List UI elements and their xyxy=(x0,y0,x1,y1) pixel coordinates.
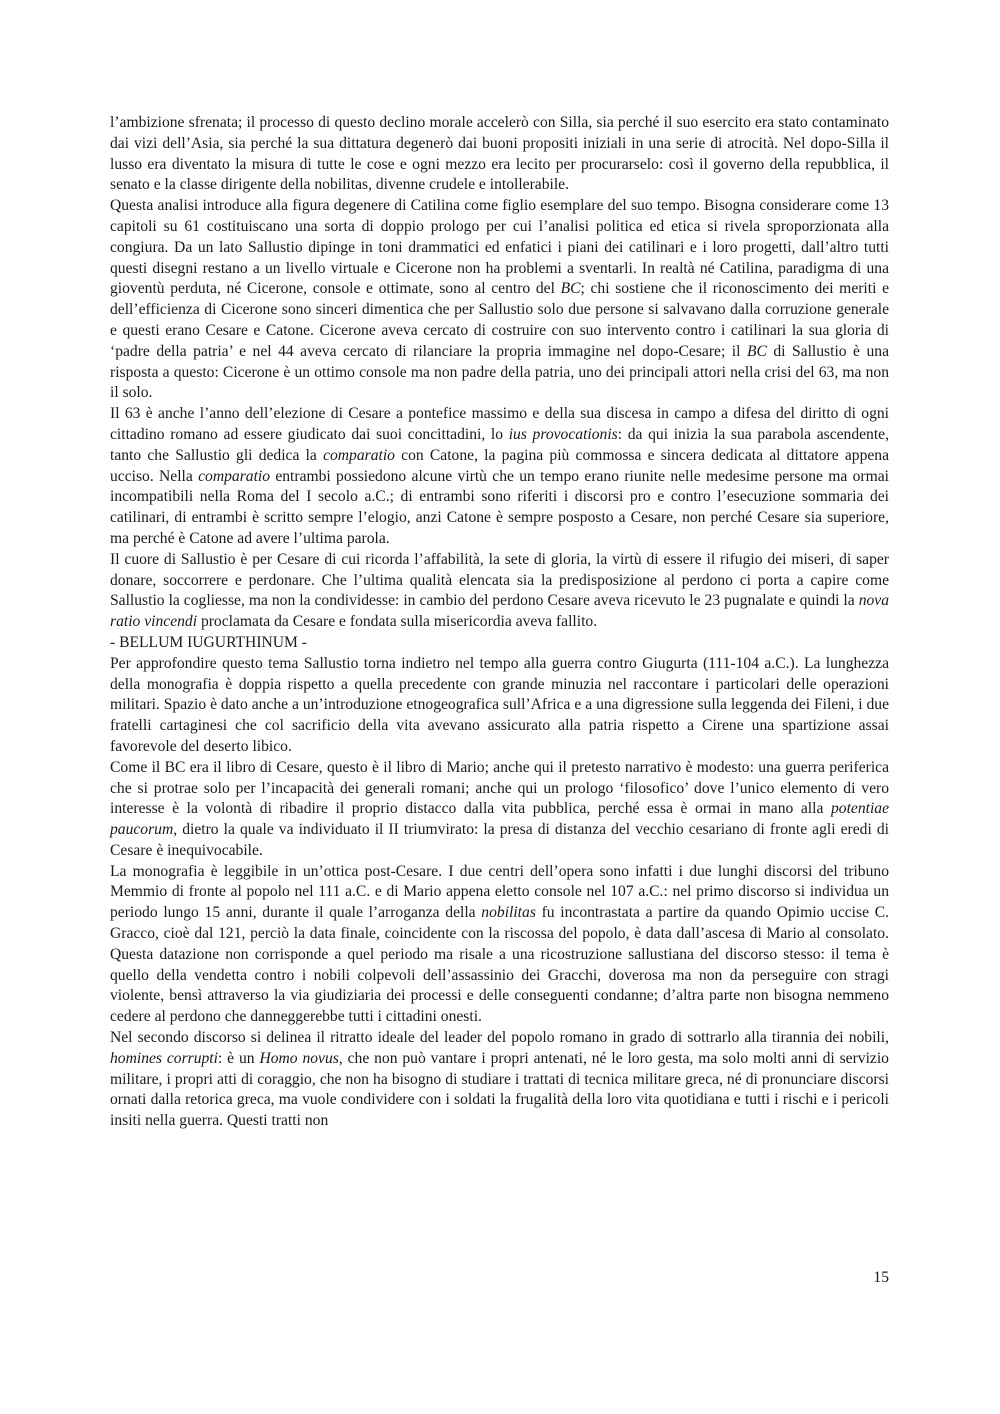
italic-term: BC xyxy=(746,342,767,360)
text-run: fu incontrastata a partire da quando Opimio uccise C. Gracco, cioè dal 121, perciò la data finale, coincidente con la riscossa del popolo, è data dall’ascesa di Mario al consolato. Questa datazione non corrisponde a quel periodo ma risale a una ricostruzione sallustiana del discorso stesso: il tema è quello della vendetta contro i nobili colpevoli dell’assassinio dei Gracchi, doverosa ma non da perseguire con stragi violente, bensì attraverso la via giudiziaria dei processi e delle conseguenti condanne; d’altra parte non bisogna nemmeno cedere al perdono che danneggerebbe tutti i cittadini onesti. xyxy=(110,904,890,1026)
text-run: Questa analisi introduce alla figura degenere di Catilina come figlio esemplare del suo tempo. Bisogna considerare come 13 capitoli su 61 costituiscano una sorta di doppio prologo per cui l’analisi politica ed etica si rivela sproporzionata alla congiura. Da un lato Sallustio dipinge in toni drammatici ed enfatici i piani dei catilinari e i loro progetti, dall’altro tutti questi disegni restano a un livello virtuale e Cicerone non ha problemi a sventarli. In realtà né Catilina, paradigma di una gioventù perduta, né Cicerone, console e ottimate, sono al centro del xyxy=(110,197,889,298)
text-run: con Catone, la pagina più commossa e sincera dedicata al dittatore appena ucciso. Nella xyxy=(110,446,890,485)
italic-term: ius provocationis xyxy=(508,425,618,443)
paragraph xyxy=(110,758,889,862)
paragraph xyxy=(110,654,889,758)
italic-term: BC xyxy=(560,280,581,298)
italic-term: comparatio xyxy=(323,446,395,464)
text-run: Per approfondire questo tema Sallustio torna indietro nel tempo alla guerra contro Giugurta (111-104 a.C.). La lunghezza della monografia è doppia rispetto a quella precedente con grande minuzia nel raccontare i particolari delle operazioni militari. Spazio è dato anche a un’introduzione etnogeografica sull’Africa e a una digressione sulla leggenda dei Fileni, i due fratelli cartaginesi che col sacrificio della vita avevano assicurato alla patria rispetto a Cirene una spartizione assai favorevole del deserto libico. xyxy=(110,654,889,755)
text-run: Come il BC era il libro di Cesare, questo è il libro di Mario; anche qui il pretesto narrativo è modesto: una guerra periferica che si protrae solo per l’incapacità dei generali romani; anche qui un prologo ‘filosofico’ dove l’unico elemento di vero interesse è la volontà di ribadire il proprio distacco dalla vita pubblica, perché essa è ormai in mano alla xyxy=(110,758,889,818)
text-run: , dietro la quale va individuato il II triumvirato: la presa di distanza del vecchio cesariano di fronte agli eredi di Cesare è inequivocabile. xyxy=(110,821,889,859)
page-number: 15 xyxy=(873,1269,889,1286)
document-page xyxy=(110,113,889,1132)
paragraph xyxy=(110,404,889,550)
text-run: proclamata da Cesare e fondata sulla misericordia aveva fallito. xyxy=(197,613,598,631)
paragraph xyxy=(110,196,889,404)
text-run: Il 63 è anche l’anno dell’elezione di Cesare a pontefice massimo e della sua discesa in campo a difesa del diritto di ogni cittadino romano ad essere giudicato dai suoi concittadini, lo xyxy=(110,405,889,443)
text-run: Nel secondo discorso si delinea il ritratto ideale del leader del popolo romano in grado di sottrarlo alla tirannia dei nobili, xyxy=(110,1029,889,1047)
text-run: : da qui inizia la sua parabola ascendente, tanto che Sallustio gli dedica la xyxy=(110,425,889,464)
italic-term: comparatio xyxy=(198,467,271,485)
paragraph xyxy=(110,862,889,1028)
text-run: : è un xyxy=(217,1049,260,1067)
text-run: La monografia è leggibile in un’ottica post-Cesare. I due centri dell’opera sono infatti i due lunghi discorsi del tribuno Memmio di fronte al popolo nel 111 a.C. e di Mario appena eletto console nel 107 a.C.: nel primo discorso si individua un periodo lungo 15 anni, durante il quale l’arroganza della xyxy=(110,862,889,922)
text-run: l’ambizione sfrenata; il processo di questo declino morale accelerò con Silla, sia perché il suo esercito era stato contaminato dai vizi dell’Asia, sia perché la sua dittatura degenerò dai buoni propositi iniziali in una serie di atrocità. Nel dopo-Silla il lusso era diventato la misura di tutte le cose e ogni mezzo era lecito per procurarselo: così il governo della repubblica, il senato e la classe dirigente della nobilitas, divenne crudele e intollerabile. xyxy=(110,114,889,194)
italic-term: Homo novus xyxy=(259,1049,339,1067)
paragraph xyxy=(110,113,889,196)
italic-term: nova ratio vincendi xyxy=(110,592,889,631)
italic-term: potentiae paucorum xyxy=(110,800,889,839)
italic-term: homines corrupti xyxy=(110,1049,218,1067)
text-run: Il cuore di Sallustio è per Cesare di cui ricorda l’affabilità, la sete di gloria, la virtù di essere il rifugio dei miseri, di saper donare, soccorrere e perdonare. Che l’ultima qualità elencata sia la predisposizione al perdono ci porta a capire come Sallustio la cogliesse, ma non la condividesse: in cambio del perdono Cesare aveva ricevuto le 23 pugnalate e quindi la xyxy=(110,550,889,610)
paragraph xyxy=(110,550,889,633)
text-run: entrambi possiedono alcune virtù che un tempo erano riunite nelle medesime persone ma ormai incompatibili nella Roma del I secolo a.C.; di entrambi sono riferiti i discorsi pro e contro l’esecuzione sommaria dei catilinari, di entrambi è scritto sempre l’elogio, anzi Catone è sempre posposto a Cesare, non perché Cesare sia superiore, ma perché è Catone ad avere l’ultima parola. xyxy=(110,467,889,547)
text-run: - BELLUM IUGURTHINUM - xyxy=(110,633,307,651)
paragraph xyxy=(110,1028,889,1132)
text-run: di Sallustio è una risposta a questo: Cicerone è un ottimo console ma non padre della patria, uno dei principali attori nella crisi del 63, ma non il solo. xyxy=(110,342,889,402)
italic-term: nobilitas xyxy=(481,904,536,922)
section-heading xyxy=(110,633,889,654)
text-run: ; chi sostiene che il riconoscimento dei meriti e dell’efficienza di Cicerone sono sinceri dimentica che per Sallustio solo due persone si salvavano dalla corruzione generale e questi erano Cesare e Catone. Cicerone aveva cercato di costruire con suo intervento contro i catilinari la sua gloria di ‘padre della patria’ e nel 44 aveva cercato di rilanciare la propria immagine nel dopo-Cesare; il xyxy=(110,280,889,360)
text-run: , che non può vantare i propri antenati, né le loro gesta, ma solo molti anni di servizio militare, i propri atti di coraggio, che non ha bisogno di studiare i trattati di tecnica militare greca, né di pronunciare discorsi ornati dalla retorica greca, ma vuole condividere con i soldati la frugalità della loro vita quotidiana e tutti i rischi e i pericoli insiti nella guerra. Questi tratti non xyxy=(110,1049,889,1130)
